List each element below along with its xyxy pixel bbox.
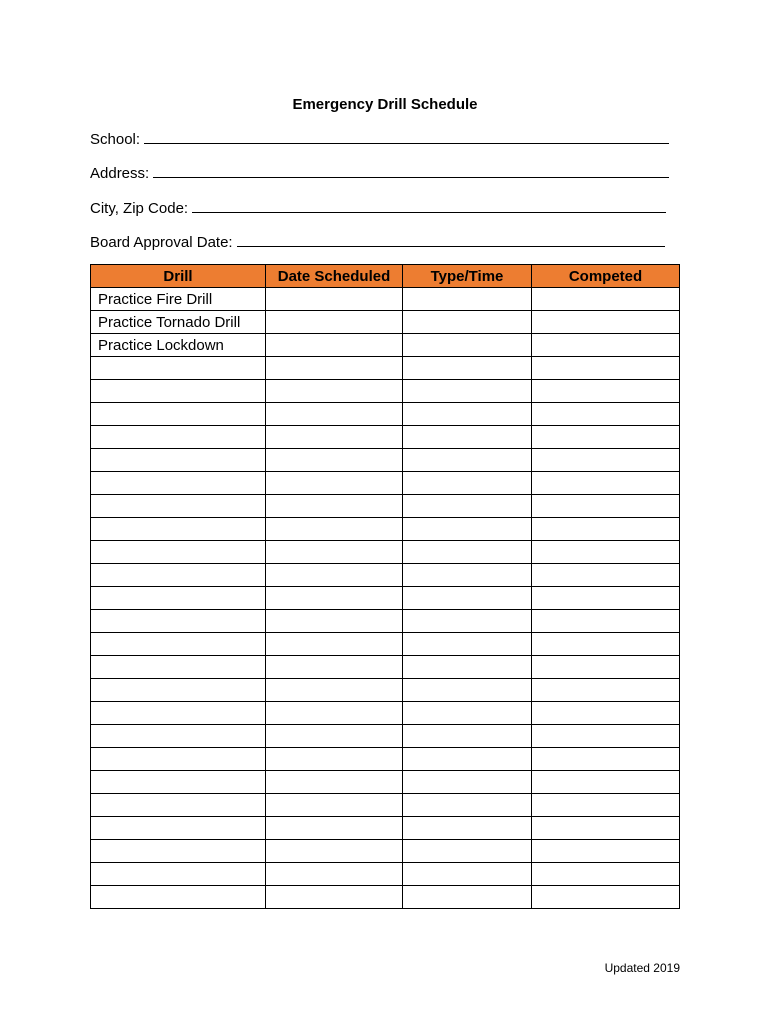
drill-cell[interactable]: Practice Lockdown	[91, 334, 266, 357]
table-row	[91, 633, 680, 656]
table-row	[91, 610, 680, 633]
date-scheduled-cell[interactable]	[266, 564, 403, 587]
completed-cell[interactable]	[532, 840, 680, 863]
table-row	[91, 495, 680, 518]
completed-cell[interactable]	[532, 863, 680, 886]
completed-cell[interactable]	[532, 794, 680, 817]
date-scheduled-cell[interactable]	[266, 886, 403, 909]
date-scheduled-cell[interactable]	[266, 656, 403, 679]
drill-cell[interactable]	[91, 426, 266, 449]
drill-cell[interactable]	[91, 840, 266, 863]
completed-cell[interactable]	[532, 403, 680, 426]
completed-cell[interactable]	[532, 288, 680, 311]
date-scheduled-cell[interactable]	[266, 311, 403, 334]
type-time-cell[interactable]	[403, 495, 532, 518]
completed-cell[interactable]	[532, 725, 680, 748]
completed-cell[interactable]	[532, 817, 680, 840]
table-row	[91, 357, 680, 380]
table-row	[91, 840, 680, 863]
completed-cell[interactable]	[532, 426, 680, 449]
header-date-scheduled: Date Scheduled	[266, 265, 403, 288]
date-scheduled-cell[interactable]	[266, 610, 403, 633]
completed-cell[interactable]	[532, 886, 680, 909]
type-time-cell[interactable]	[403, 840, 532, 863]
table-row	[91, 702, 680, 725]
drill-cell[interactable]	[91, 495, 266, 518]
table-row	[91, 794, 680, 817]
table-row	[91, 311, 680, 334]
completed-cell[interactable]	[532, 564, 680, 587]
date-scheduled-cell[interactable]	[266, 426, 403, 449]
date-scheduled-cell[interactable]	[266, 863, 403, 886]
drill-schedule-table	[90, 264, 680, 909]
header-drill: Drill	[91, 265, 266, 288]
city-zip-label: City, Zip Code:	[90, 200, 189, 217]
city-zip-field[interactable]	[90, 198, 666, 219]
completed-cell[interactable]	[532, 633, 680, 656]
date-scheduled-cell[interactable]	[266, 794, 403, 817]
date-scheduled-cell[interactable]	[266, 449, 403, 472]
date-scheduled-cell[interactable]	[266, 748, 403, 771]
drill-cell[interactable]	[91, 357, 266, 380]
table-row	[91, 403, 680, 426]
table-row	[91, 863, 680, 886]
table-row	[91, 449, 680, 472]
completed-cell[interactable]	[532, 748, 680, 771]
table-row	[91, 817, 680, 840]
address-field[interactable]	[90, 163, 669, 184]
school-label: School:	[90, 131, 141, 148]
drill-cell[interactable]	[91, 610, 266, 633]
drill-cell[interactable]	[91, 472, 266, 495]
table-row	[91, 587, 680, 610]
type-time-cell[interactable]	[403, 403, 532, 426]
board-approval-date-label: Board Approval Date:	[90, 234, 233, 251]
table-row	[91, 426, 680, 449]
header-completed: Competed	[532, 265, 680, 288]
completed-cell[interactable]	[532, 518, 680, 541]
drill-cell[interactable]	[91, 587, 266, 610]
date-scheduled-cell[interactable]	[266, 725, 403, 748]
table-row	[91, 748, 680, 771]
type-time-cell[interactable]	[403, 288, 532, 311]
completed-cell[interactable]	[532, 541, 680, 564]
date-scheduled-cell[interactable]	[266, 679, 403, 702]
completed-cell[interactable]	[532, 449, 680, 472]
type-time-cell[interactable]	[403, 633, 532, 656]
type-time-cell[interactable]	[403, 426, 532, 449]
type-time-cell[interactable]	[403, 702, 532, 725]
school-blank-line[interactable]	[144, 129, 669, 144]
table-row	[91, 564, 680, 587]
type-time-cell[interactable]	[403, 380, 532, 403]
type-time-cell[interactable]	[403, 679, 532, 702]
drill-cell[interactable]	[91, 679, 266, 702]
board-approval-date-field[interactable]	[90, 232, 665, 253]
completed-cell[interactable]	[532, 656, 680, 679]
type-time-cell[interactable]	[403, 771, 532, 794]
table-row	[91, 679, 680, 702]
type-time-cell[interactable]	[403, 817, 532, 840]
type-time-cell[interactable]	[403, 564, 532, 587]
table-body	[91, 288, 680, 909]
date-scheduled-cell[interactable]	[266, 495, 403, 518]
type-time-cell[interactable]	[403, 518, 532, 541]
drill-cell[interactable]	[91, 449, 266, 472]
date-scheduled-cell[interactable]	[266, 403, 403, 426]
updated-note: Updated 2019	[604, 961, 680, 975]
date-scheduled-cell[interactable]	[266, 334, 403, 357]
table-row	[91, 725, 680, 748]
table-row	[91, 518, 680, 541]
completed-cell[interactable]	[532, 311, 680, 334]
drill-cell[interactable]	[91, 541, 266, 564]
drill-cell[interactable]	[91, 794, 266, 817]
date-scheduled-cell[interactable]	[266, 357, 403, 380]
table-row	[91, 541, 680, 564]
type-time-cell[interactable]	[403, 725, 532, 748]
drill-cell[interactable]	[91, 702, 266, 725]
type-time-cell[interactable]	[403, 863, 532, 886]
drill-cell[interactable]	[91, 863, 266, 886]
date-scheduled-cell[interactable]	[266, 472, 403, 495]
completed-cell[interactable]	[532, 472, 680, 495]
type-time-cell[interactable]	[403, 794, 532, 817]
completed-cell[interactable]	[532, 357, 680, 380]
type-time-cell[interactable]	[403, 748, 532, 771]
date-scheduled-cell[interactable]	[266, 702, 403, 725]
type-time-cell[interactable]	[403, 472, 532, 495]
drill-cell[interactable]	[91, 380, 266, 403]
type-time-cell[interactable]	[403, 886, 532, 909]
drill-cell[interactable]	[91, 748, 266, 771]
table-row	[91, 334, 680, 357]
completed-cell[interactable]	[532, 587, 680, 610]
type-time-cell[interactable]	[403, 449, 532, 472]
type-time-cell[interactable]	[403, 610, 532, 633]
type-time-cell[interactable]	[403, 587, 532, 610]
date-scheduled-cell[interactable]	[266, 771, 403, 794]
completed-cell[interactable]	[532, 702, 680, 725]
completed-cell[interactable]	[532, 679, 680, 702]
table-header-row	[91, 265, 680, 288]
address-label: Address:	[90, 165, 150, 182]
drill-cell[interactable]	[91, 633, 266, 656]
drill-cell[interactable]	[91, 725, 266, 748]
table-row	[91, 886, 680, 909]
completed-cell[interactable]	[532, 495, 680, 518]
completed-cell[interactable]	[532, 380, 680, 403]
date-scheduled-cell[interactable]	[266, 633, 403, 656]
type-time-cell[interactable]	[403, 656, 532, 679]
drill-cell[interactable]	[91, 771, 266, 794]
header-type-time: Type/Time	[403, 265, 532, 288]
table-row	[91, 472, 680, 495]
date-scheduled-cell[interactable]	[266, 380, 403, 403]
table-row	[91, 771, 680, 794]
date-scheduled-cell[interactable]	[266, 817, 403, 840]
drill-cell[interactable]	[91, 564, 266, 587]
completed-cell[interactable]	[532, 610, 680, 633]
board-approval-date-blank-line[interactable]	[237, 232, 665, 247]
address-blank-line[interactable]	[153, 163, 669, 178]
school-field[interactable]	[90, 129, 669, 150]
drill-cell[interactable]	[91, 817, 266, 840]
city-zip-blank-line[interactable]	[192, 198, 666, 213]
completed-cell[interactable]	[532, 334, 680, 357]
drill-cell[interactable]	[91, 518, 266, 541]
type-time-cell[interactable]	[403, 334, 532, 357]
drill-cell[interactable]	[91, 886, 266, 909]
completed-cell[interactable]	[532, 771, 680, 794]
type-time-cell[interactable]	[403, 357, 532, 380]
table-row	[91, 380, 680, 403]
date-scheduled-cell[interactable]	[266, 840, 403, 863]
page-title: Emergency Drill Schedule	[292, 96, 478, 113]
date-scheduled-cell[interactable]	[266, 587, 403, 610]
type-time-cell[interactable]	[403, 311, 532, 334]
date-scheduled-cell[interactable]	[266, 288, 403, 311]
drill-cell[interactable]	[91, 656, 266, 679]
type-time-cell[interactable]	[403, 541, 532, 564]
table-row	[91, 288, 680, 311]
date-scheduled-cell[interactable]	[266, 541, 403, 564]
date-scheduled-cell[interactable]	[266, 518, 403, 541]
drill-cell[interactable]: Practice Fire Drill	[91, 288, 266, 311]
table-row	[91, 656, 680, 679]
drill-cell[interactable]	[91, 403, 266, 426]
drill-cell[interactable]: Practice Tornado Drill	[91, 311, 266, 334]
